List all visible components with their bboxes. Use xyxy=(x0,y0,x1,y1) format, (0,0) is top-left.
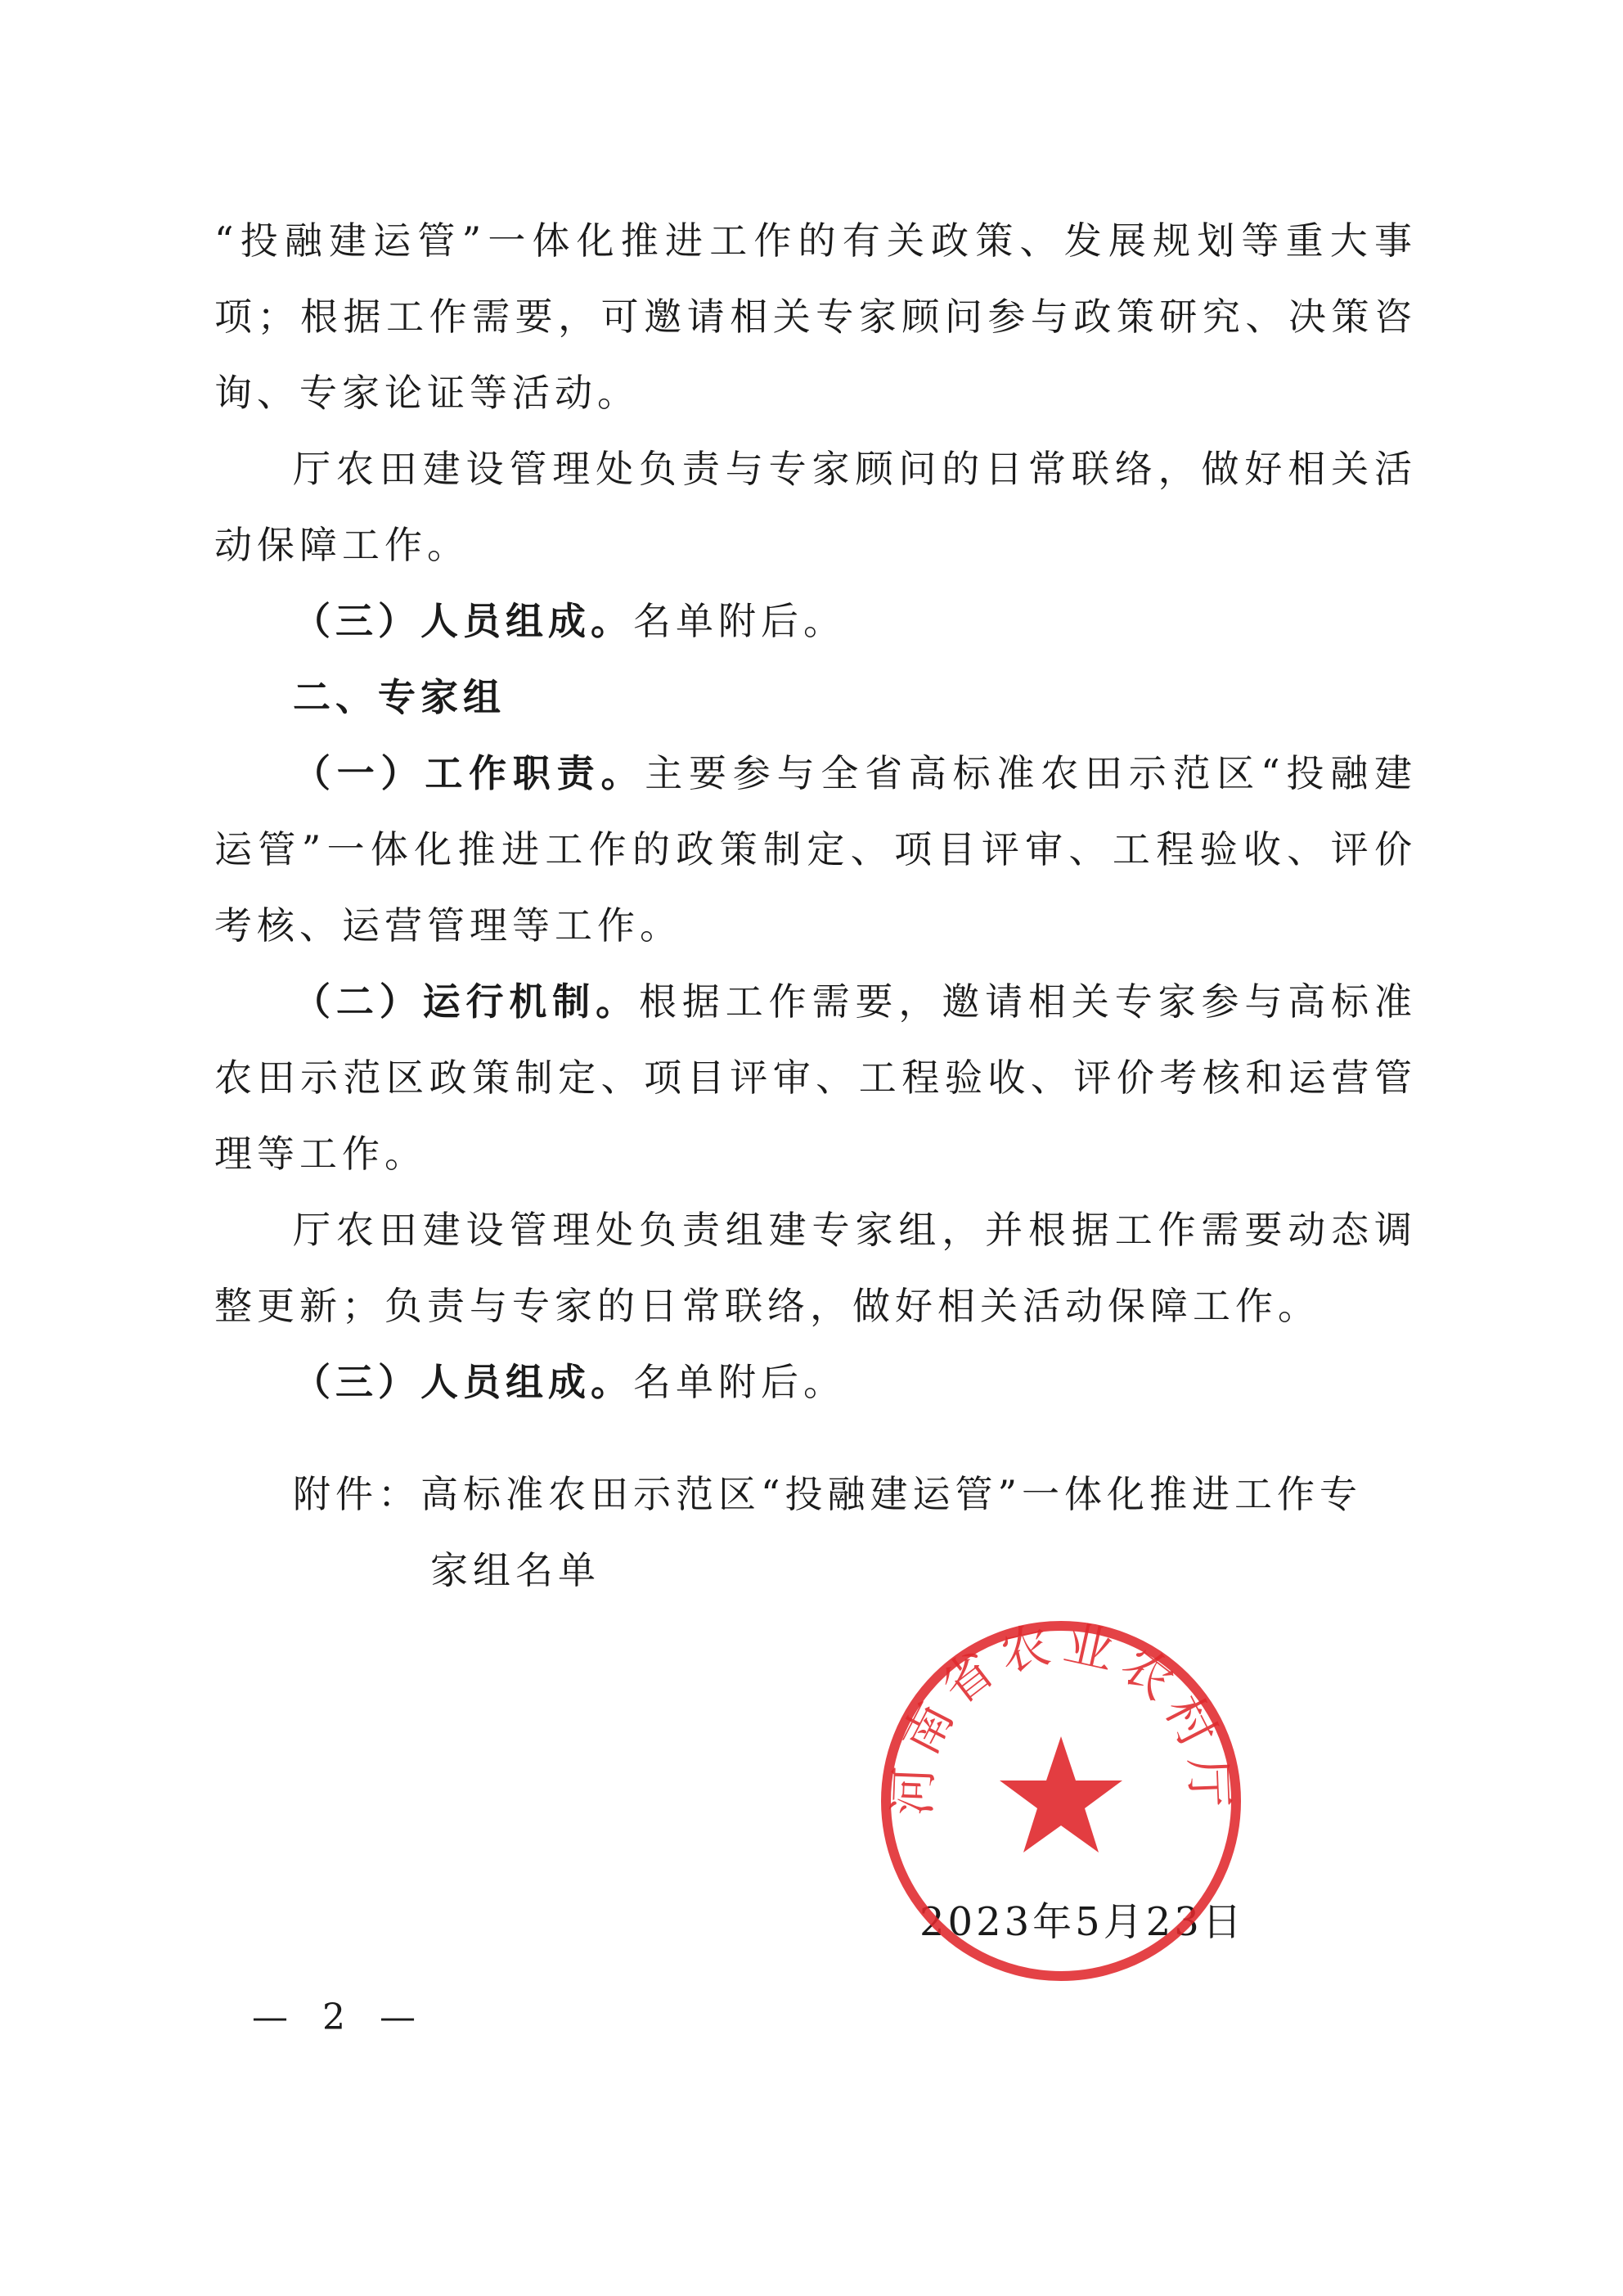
paragraph-lead: （三）人员组成。 xyxy=(293,599,633,643)
paragraph-organization xyxy=(214,1192,1417,1344)
attachment-title: 高标准农田示范区“投融建运管”一体化推进工作专 xyxy=(420,1472,1363,1516)
paragraph-text: 厅农田建设管理处负责组建专家组，并根据工作需要动态调整更新；负责与专家的日常联络，做好相关活动保障工作。 xyxy=(214,1208,1417,1328)
attachment-title-cont: 家组名单 xyxy=(430,1548,600,1592)
paragraph-text: 根据工作需要，邀请相关专家参与高标准农田示范区政策制定、项目评审、工程验收、评价考核和运营管理等工作。 xyxy=(214,979,1418,1176)
paragraph-text: 厅农田建设管理处负责与专家顾问的日常联络，做好相关活动保障工作。 xyxy=(214,447,1417,567)
paragraph-text: 主要参与全省高标准农田示范区“投融建运管”一体化推进工作的政策制定、项目评审、工程验收、评价考核、运营管理等工作。 xyxy=(214,751,1417,948)
attachment-line-2 xyxy=(293,1533,1422,1609)
document-body xyxy=(214,203,1417,1420)
paragraph-lead: （二）运行机制。 xyxy=(293,979,640,1024)
heading-text: 二、专家组 xyxy=(293,675,506,719)
paragraph-members xyxy=(214,583,1417,660)
paragraph-text: “投融建运管”一体化推进工作的有关政策、发展规划等重大事项；根据工作需要，可邀请相关专家顾问参与政策研究、决策咨询、专家论证等活动。 xyxy=(214,218,1417,415)
section-heading xyxy=(214,660,1417,736)
document-date: 2023年5月23日 xyxy=(919,1899,1245,1945)
official-seal xyxy=(872,1612,1250,1990)
attachment-note xyxy=(293,1456,1422,1609)
paragraph-text: 名单附后。 xyxy=(633,1360,846,1404)
star-icon xyxy=(1000,1736,1122,1853)
attachment-label: 附件： xyxy=(293,1472,420,1516)
attachment-line-1 xyxy=(293,1456,1422,1533)
paragraph-mechanism xyxy=(214,964,1417,1192)
paragraph-continuation xyxy=(214,203,1417,431)
paragraph-members-2 xyxy=(214,1344,1417,1420)
paragraph-lead: （一）工作职责。 xyxy=(293,751,645,795)
paragraph-liaison xyxy=(214,431,1417,583)
page-number: — 2 — xyxy=(252,1997,427,2038)
seal-text: 河南省农业农村厅 xyxy=(883,1614,1239,1817)
paragraph-duties xyxy=(214,736,1417,964)
paragraph-lead: （三）人员组成。 xyxy=(293,1360,633,1404)
paragraph-text: 名单附后。 xyxy=(633,599,846,643)
